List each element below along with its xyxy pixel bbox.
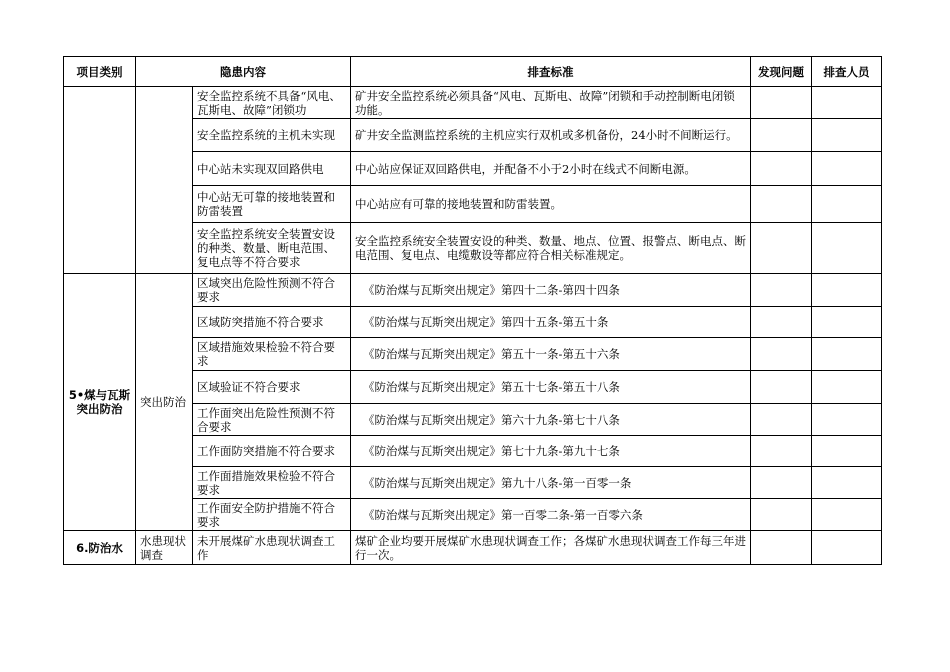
- hazard-text: 安全监控系统不具备“风电、瓦斯电、故障”闭锁功: [197, 88, 341, 117]
- category-cell-outburst: [64, 274, 136, 531]
- inspector-cell[interactable]: [812, 186, 882, 223]
- hazard-cell: 区域突出危险性预测不符合要求: [193, 274, 351, 307]
- inspector-cell[interactable]: [812, 307, 882, 338]
- found-cell[interactable]: [751, 274, 812, 307]
- found-cell[interactable]: [751, 186, 812, 223]
- inspector-cell[interactable]: [812, 499, 882, 531]
- inspector-cell[interactable]: [812, 223, 882, 274]
- found-cell[interactable]: [751, 87, 812, 119]
- category-label: 6.防治水: [76, 540, 123, 555]
- found-cell[interactable]: [751, 223, 812, 274]
- inspector-cell[interactable]: [812, 467, 882, 499]
- inspector-cell[interactable]: [812, 152, 882, 186]
- standard-cell: 《防治煤与瓦斯突出规定》第五十七条-第五十八条: [351, 371, 751, 404]
- standard-cell: 《防治煤与瓦斯突出规定》第四十五条-第五十条: [351, 307, 751, 338]
- header-inspector: 排查人员: [812, 57, 882, 87]
- standard-cell: 煤矿企业均要开展煤矿水患现状调查工作；各煤矿水患现状调查工作每三年进行一次。: [351, 531, 751, 565]
- found-cell[interactable]: [751, 338, 812, 371]
- hazard-inspection-table: [63, 56, 882, 565]
- header-row: [64, 57, 882, 87]
- standard-cell: 矿井安全监控系统必须具备“风电、瓦斯电、故障”闭锁和手动控制断电闭锁功能。: [351, 87, 751, 119]
- found-cell[interactable]: [751, 307, 812, 338]
- hazard-cell: 工作面安全防护措施不符合要求: [193, 499, 351, 531]
- table-row: [64, 87, 882, 119]
- inspector-cell[interactable]: [812, 371, 882, 404]
- inspector-cell[interactable]: [812, 87, 882, 119]
- hazard-cell: 未开展煤矿水患现状调查工作: [193, 531, 351, 565]
- standard-cell: 中心站应有可靠的接地装置和防雷装置。: [351, 186, 751, 223]
- hazard-cell: 安全监控系统的主机未实现: [193, 119, 351, 152]
- found-cell[interactable]: [751, 499, 812, 531]
- found-cell[interactable]: [751, 152, 812, 186]
- subcategory-cell-outburst: 突出防治: [136, 274, 193, 531]
- standard-cell: 《防治煤与瓦斯突出规定》第七十九条-第九十七条: [351, 436, 751, 467]
- category-cell-empty: [64, 87, 136, 274]
- category-label: 5•煤与瓦斯突出防治: [68, 388, 131, 416]
- inspector-cell[interactable]: [812, 119, 882, 152]
- standard-cell: 《防治煤与瓦斯突出规定》第九十八条-第一百零一条: [351, 467, 751, 499]
- hazard-cell: 工作面措施效果检验不符合要求: [193, 467, 351, 499]
- found-cell[interactable]: [751, 371, 812, 404]
- inspector-cell[interactable]: [812, 531, 882, 565]
- hazard-cell: 中心站无可靠的接地装置和防雷装置: [193, 186, 351, 223]
- table-row: [64, 274, 882, 307]
- hazard-cell: 中心站未实现双回路供电: [193, 152, 351, 186]
- found-cell[interactable]: [751, 467, 812, 499]
- subcategory-cell-empty: [136, 87, 193, 274]
- header-found: 发现问题: [751, 57, 812, 87]
- found-cell[interactable]: [751, 436, 812, 467]
- inspector-cell[interactable]: [812, 274, 882, 307]
- hazard-cell: 区域措施效果检验不符合要求: [193, 338, 351, 371]
- standard-cell: 安全监控系统安全装置安设的种类、数量、地点、位置、报警点、断电点、断电范围、复电点、电缆敷设等都应符合相关标准规定。: [351, 223, 751, 274]
- header-hazard: 隐患内容: [136, 57, 351, 87]
- hazard-cell: 工作面防突措施不符合要求: [193, 436, 351, 467]
- standard-cell: 矿井安全监测监控系统的主机应实行双机或多机备份，24小时不间断运行。: [351, 119, 751, 152]
- standard-cell: 《防治煤与瓦斯突出规定》第一百零二条-第一百零六条: [351, 499, 751, 531]
- standard-cell: 中心站应保证双回路供电，并配备不小于2小时在线式不间断电源。: [351, 152, 751, 186]
- standard-cell: 《防治煤与瓦斯突出规定》第六十九条-第七十八条: [351, 404, 751, 436]
- hazard-cell: 安全监控系统安全装置安设的种类、数量、断电范围、复电点等不符合要求: [193, 223, 351, 274]
- standard-cell: 《防治煤与瓦斯突出规定》第四十二条-第四十四条: [351, 274, 751, 307]
- header-category: 项目类别: [64, 57, 136, 87]
- hazard-cell: 区域验证不符合要求: [193, 371, 351, 404]
- found-cell[interactable]: [751, 531, 812, 565]
- header-standard: 排查标准: [351, 57, 751, 87]
- inspector-cell[interactable]: [812, 436, 882, 467]
- inspector-cell[interactable]: [812, 338, 882, 371]
- table-row: [64, 531, 882, 565]
- found-cell[interactable]: [751, 404, 812, 436]
- hazard-cell: 区域防突措施不符合要求: [193, 307, 351, 338]
- hazard-cell: 工作面突出危险性预测不符合要求: [193, 404, 351, 436]
- category-cell-water: [64, 531, 136, 565]
- subcategory-cell-water: 水患现状调查: [136, 531, 193, 565]
- found-cell[interactable]: [751, 119, 812, 152]
- hazard-cell: [193, 87, 351, 119]
- standard-cell: 《防治煤与瓦斯突出规定》第五十一条-第五十六条: [351, 338, 751, 371]
- inspector-cell[interactable]: [812, 404, 882, 436]
